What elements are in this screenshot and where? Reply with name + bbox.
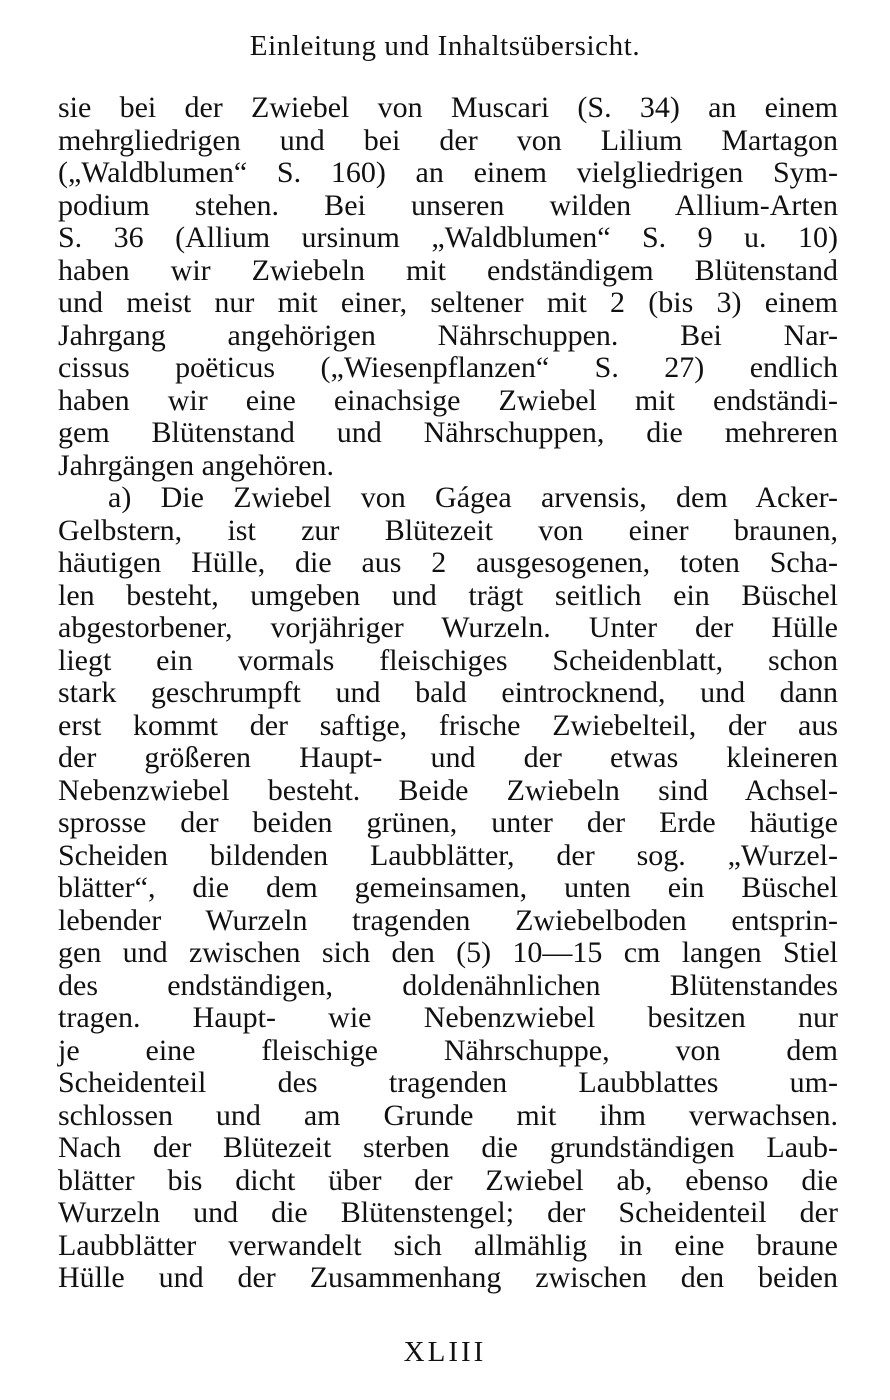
text-line: Jahrgang angehörigen Nährschuppen. Bei Nar- — [58, 318, 838, 352]
text-line: lebender Wurzeln tragenden Zwiebelboden entsprin- — [58, 903, 838, 937]
text-line: („Waldblumen“ S. 160) an einem vielgliedrigen Sym- — [58, 156, 838, 189]
text-line: gen und zwischen sich den (5) 10—15 cm langen Stiel — [58, 936, 838, 969]
text-line: Nebenzwiebel besteht. Beide Zwiebeln sind Achsel- — [58, 773, 838, 807]
text-line: Wurzeln und die Blütenstengel; der Scheidenteil der — [58, 1196, 838, 1229]
text-line: cissus poëticus („Wiesenpflanzen“ S. 27) endlich — [58, 351, 838, 384]
text-line: mehrgliedrigen und bei der von Lilium Martagon — [58, 123, 838, 157]
text-line: Scheidenteil des tragenden Laubblattes um- — [58, 1066, 838, 1099]
page-number: XLIII — [403, 1336, 487, 1368]
text-line: sprosse der beiden grünen, unter der Erde häutige — [58, 806, 838, 839]
text-line: Scheiden bildenden Laubblätter, der sog. „Wurzel- — [58, 838, 838, 872]
body-text — [58, 92, 838, 1295]
text-line: der größeren Haupt- und der etwas kleineren — [58, 741, 838, 774]
text-line: blätter“, die dem gemeinsamen, unten ein Büschel — [58, 871, 838, 904]
paragraph-start-line: a) Die Zwiebel von Gágea arvensis, dem Acker- — [108, 481, 838, 514]
text-line: liegt ein vormals fleischiges Scheidenblatt, schon — [58, 643, 838, 677]
text-line: je eine fleischige Nährschuppe, von dem — [58, 1033, 838, 1067]
text-line: tragen. Haupt- wie Nebenzwiebel besitzen nur — [58, 1001, 838, 1034]
text-line: häutigen Hülle, die aus 2 ausgesogenen, toten Scha- — [58, 546, 838, 579]
text-line: haben wir eine einachsige Zwiebel mit endständi- — [58, 383, 838, 417]
text-line: blätter bis dicht über der Zwiebel ab, ebenso die — [58, 1163, 838, 1197]
text-line: S. 36 (Allium ursinum „Waldblumen“ S. 9 u. 10) — [58, 221, 838, 254]
text-line: len besteht, umgeben und trägt seitlich ein Büschel — [58, 578, 838, 612]
text-line: gem Blütenstand und Nährschuppen, die mehreren — [58, 416, 838, 449]
text-line: Hülle und der Zusammenhang zwischen den beiden — [58, 1261, 838, 1294]
text-line: und meist nur mit einer, seltener mit 2 (bis 3) einem — [58, 286, 838, 319]
paragraph-end-line: Jahrgängen angehören. — [58, 448, 335, 482]
text-line: Laubblätter verwandelt sich allmählig in eine braune — [58, 1228, 838, 1262]
text-line: sie bei der Zwiebel von Muscari (S. 34) an einem — [58, 91, 838, 124]
text-line: des endständigen, doldenähnlichen Blütenstandes — [58, 968, 838, 1002]
text-line: stark geschrumpft und bald eintrocknend, und dann — [58, 676, 838, 709]
text-line: Gelbstern, ist zur Blütezeit von einer braunen, — [58, 513, 838, 547]
text-line: abgestorbener, vorjähriger Wurzeln. Unter der Hülle — [58, 611, 838, 644]
text-line: podium stehen. Bei unseren wilden Allium-Arten — [58, 188, 838, 222]
running-head: Einleitung und Inhaltsübersicht. — [249, 30, 641, 62]
text-line: haben wir Zwiebeln mit endständigem Blütenstand — [58, 253, 838, 287]
text-line: Nach der Blütezeit sterben die grundständigen Laub- — [58, 1131, 838, 1164]
text-line: schlossen und am Grunde mit ihm verwachsen. — [58, 1098, 838, 1132]
text-line: erst kommt der saftige, frische Zwiebelteil, der aus — [58, 708, 838, 742]
